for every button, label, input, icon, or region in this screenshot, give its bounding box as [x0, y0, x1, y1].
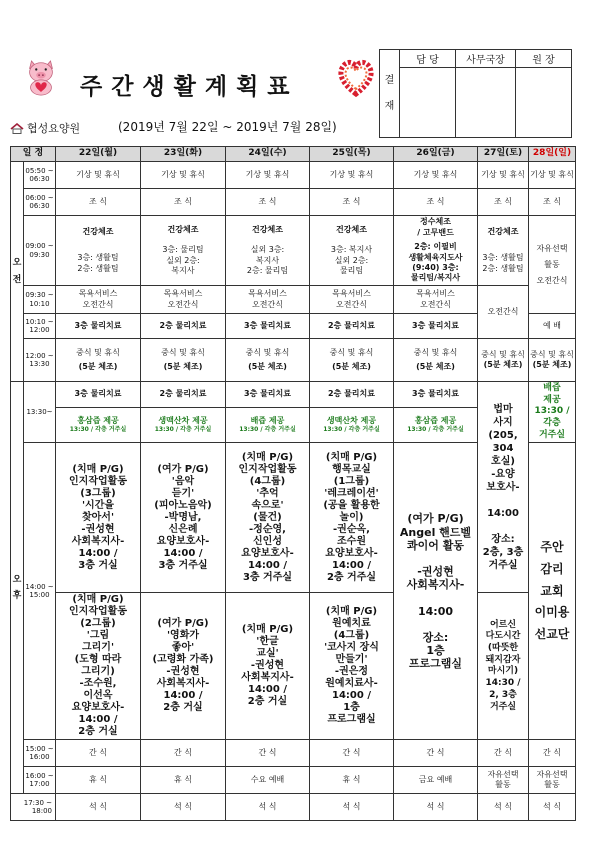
cell-drink: 생맥산차 제공 13:30 / 각층 거주실: [310, 407, 394, 443]
cell-breakfast: 조 식: [529, 189, 576, 216]
cell-rest: 기상 및 휴식: [529, 162, 576, 189]
header-day-thu: 25일(목): [310, 147, 394, 162]
cell-drink: 홍삼즙 제공 13:30 / 각층 거주실: [56, 407, 141, 443]
org-name: [10, 120, 80, 136]
page-title: 주간생활계획표: [80, 74, 299, 100]
cell-lunch: 중식 및 휴식 (5분 체조): [56, 339, 141, 382]
cell-lunch: 중식 및 휴식 (5분 체조): [226, 339, 310, 382]
cell-dinner: 석 식: [478, 794, 529, 821]
cell-rest: 기상 및 휴식: [478, 162, 529, 189]
time-cell: 10:10 ~ 12:00: [24, 314, 56, 339]
cell-lunch: 중식 및 휴식 (5분 체조): [394, 339, 478, 382]
org-label: 협성요양원: [27, 122, 81, 135]
house-icon: [10, 123, 24, 134]
row-1500: [11, 740, 576, 767]
time-cell: 09:30 ~ 10:10: [24, 286, 56, 314]
cell-wed-pm2: (치매 P/G) '한글 교실' -권성현 사회복지사- 14:00 / 2층 거실: [226, 593, 310, 740]
cell-rest: 기상 및 휴식: [56, 162, 141, 189]
row-0550: [11, 162, 576, 189]
cell-sun-drink: 배즙 제공 13:30 / 각층 거주실: [529, 382, 576, 443]
cell-thu-pm2: (치매 P/G) 원예치료 (4그룹) '코사지 장식 만들기' -권은정 원예치료사- 14:00 / 1층 프로그램실: [310, 593, 394, 740]
heart-wreath-icon: [336, 56, 376, 98]
cell-pt: 3층 물리치료: [226, 314, 310, 339]
title-area: [10, 50, 380, 140]
cell-breakfast: 조 식: [394, 189, 478, 216]
cell-pt: 2층 물리치료: [141, 382, 226, 408]
row-0600: [11, 189, 576, 216]
cell-breakfast: 조 식: [226, 189, 310, 216]
row-1330-pt: [11, 382, 576, 408]
time-cell: 13:30~: [24, 382, 56, 443]
cell-snack: 간 식: [478, 740, 529, 767]
cell-tue-pm2: (여가 P/G) '영화가 좋아' (고령화 가족) -권성현 사회복지사- 14:00 / 2층 거실: [141, 593, 226, 740]
cell-sun-pm: 주안 감리 교회 이미용 선교단: [529, 443, 576, 740]
cell-tue-pm1: (여가 P/G) '음악 듣기' (피아노음악) -박명남, 신은례 요양보호사- 14:00 / 3층 거주실: [141, 443, 226, 593]
cell-pt: 3층 물리치료: [56, 314, 141, 339]
approval-sign-manager: [456, 68, 516, 138]
header-day-wed: 24일(수): [226, 147, 310, 162]
cell-fri-pm: (여가 P/G) Angel 핸드벨 콰이어 활동 -권성현 사회복지사- 14:00 장소: 1층 프로그램실: [394, 443, 478, 740]
cell-bath: 목욕서비스 오전간식: [310, 286, 394, 314]
header-day-sun: 28일(일): [529, 147, 576, 162]
time-cell: 05:50 ~ 06:30: [24, 162, 56, 189]
cell-sun-free: 자유선택 활동 오전간식: [529, 216, 576, 314]
cell-pt: 2층 물리치료: [310, 314, 394, 339]
row-1600: [11, 767, 576, 794]
time-cell: 16:00 ~ 17:00: [24, 767, 56, 794]
cell-lunch: 중식 및 휴식 (5분 체조): [529, 339, 576, 382]
period-am: 오 전: [11, 162, 24, 382]
header-period: 일 정: [11, 147, 56, 162]
cell-rest: 기상 및 휴식: [141, 162, 226, 189]
cell-mon-pm1: (치매 P/G) 인지작업활동 (3그룹) '시간을 찾아서' -권성현 사회복지사- 14:00 / 3층 거실: [56, 443, 141, 593]
cell-dinner: 석 식: [529, 794, 576, 821]
row-1200: [11, 339, 576, 382]
cell-snack: 간 식: [141, 740, 226, 767]
cell-dinner: 석 식: [56, 794, 141, 821]
cell-free: 자유선택 활동: [478, 767, 529, 794]
cell-snack: 간 식: [56, 740, 141, 767]
cell-lunch: 중식 및 휴식 (5분 체조): [141, 339, 226, 382]
cell-drink: 배즙 제공 13:30 / 각층 거주실: [226, 407, 310, 443]
cell-mon-am: 건강체조 3층: 생활팀 2층: 생활팀: [56, 216, 141, 286]
cell-lunch: 중식 및 휴식 (5분 체조): [478, 339, 529, 382]
cell-sat-snack: 오전간식: [478, 286, 529, 339]
cell-pt: 2층 물리치료: [310, 382, 394, 408]
approval-header-manager: 사무국장: [456, 50, 516, 68]
approval-sign-staff: [400, 68, 456, 138]
schedule-table: [10, 146, 576, 821]
cell-rest-pm: 휴 식: [141, 767, 226, 794]
cell-snack: 간 식: [529, 740, 576, 767]
period-pm: 오 후: [11, 382, 24, 794]
cell-rest-pm: 휴 식: [56, 767, 141, 794]
cell-wed-pm1: (치매 P/G) 인지작업활동 (4그룹) '추억 속으로' (물건) -정순영, 신인성 요양보호사- 14:00 / 3층 거주실: [226, 443, 310, 593]
header-day-sat: 27일(토): [478, 147, 529, 162]
cell-pt: 2층 물리치료: [141, 314, 226, 339]
cell-wed-am: 건강체조 실외 3층: 복지사 2층: 물리팀: [226, 216, 310, 286]
date-range: (2019년 7월 22일 ~ 2019년 7월 28일): [118, 120, 337, 134]
approval-header-director: 원 장: [516, 50, 572, 68]
time-cell: 12:00 ~ 13:30: [24, 339, 56, 382]
cell-drink: 홍삼즙 제공 13:30 / 각층 거주실: [394, 407, 478, 443]
row-1730: [11, 794, 576, 821]
cell-mon-pm2: (치매 P/G) 인지작업활동 (2그룹) '그림 그리기' (도형 따라 그리기) -조수원, 이선옥 요양보호사- 14:00 / 2층 거실: [56, 593, 141, 740]
cell-snack: 간 식: [394, 740, 478, 767]
cell-bath: 목욕서비스 오전간식: [141, 286, 226, 314]
cell-free: 자유선택 활동: [529, 767, 576, 794]
cell-tue-am: 건강체조 3층: 물리팀 실외 2층: 복지사: [141, 216, 226, 286]
cell-breakfast: 조 식: [310, 189, 394, 216]
cell-breakfast: 조 식: [478, 189, 529, 216]
cell-sat-pm1: 법마 사지 (205, 304 호실) -요양 보호사- 14:00 장소: 2층, 3층 거주실: [478, 382, 529, 593]
header-day-mon: 22일(월): [56, 147, 141, 162]
row-1400-b: [11, 593, 576, 740]
time-cell: 14:00 ~ 15:00: [24, 443, 56, 740]
cell-dinner: 석 식: [310, 794, 394, 821]
cell-fri-am: 정수체조 / 고무밴드 2층: 이필비 생활체육지도사 (9:40) 3층: 물리팀/복지사: [394, 216, 478, 286]
cell-breakfast: 조 식: [141, 189, 226, 216]
header-day-fri: 26일(금): [394, 147, 478, 162]
cell-snack: 간 식: [310, 740, 394, 767]
cell-breakfast: 조 식: [56, 189, 141, 216]
cell-lunch: 중식 및 휴식 (5분 체조): [310, 339, 394, 382]
time-cell: 06:00 ~ 06:30: [24, 189, 56, 216]
row-0930: [11, 286, 576, 314]
cell-drink: 생맥산차 제공 13:30 / 각층 거주실: [141, 407, 226, 443]
row-0900: [11, 216, 576, 286]
cell-rest: 기상 및 휴식: [226, 162, 310, 189]
cell-pt: 3층 물리치료: [226, 382, 310, 408]
cell-worship: 예 배: [529, 314, 576, 339]
cell-pt: 3층 물리치료: [394, 314, 478, 339]
cell-pt: 3층 물리치료: [394, 382, 478, 408]
cell-pt: 3층 물리치료: [56, 382, 141, 408]
header-row: [11, 147, 576, 162]
approval-header-staff: 담 당: [400, 50, 456, 68]
approval-sign-director: [516, 68, 572, 138]
cell-rest: 기상 및 휴식: [394, 162, 478, 189]
approval-side-label: 결 재: [380, 50, 400, 138]
cell-sat-pm2: 어르신 다도시간 (따뜻한 돼지감자 마시기) 14:30 / 2, 3층 거주실: [478, 593, 529, 740]
time-cell: 17:30 ~ 18:00: [11, 794, 56, 821]
header-day-tue: 23일(화): [141, 147, 226, 162]
cell-fri-worship: 금요 예배: [394, 767, 478, 794]
cell-rest: 기상 및 휴식: [310, 162, 394, 189]
cell-rest-pm: 휴 식: [310, 767, 394, 794]
approval-box: [379, 49, 572, 138]
cell-dinner: 석 식: [141, 794, 226, 821]
cell-dinner: 석 식: [226, 794, 310, 821]
time-cell: 15:00 ~ 16:00: [24, 740, 56, 767]
pig-mascot-icon: [22, 58, 60, 98]
cell-bath: 목욕서비스 오전간식: [226, 286, 310, 314]
cell-bath: 목욕서비스 오전간식: [56, 286, 141, 314]
cell-bath: 목욕서비스 오전간식: [394, 286, 478, 314]
time-cell: 09:00 ~ 09:30: [24, 216, 56, 286]
cell-thu-am: 건강체조 3층: 복지사 실외 2층: 물리팀: [310, 216, 394, 286]
cell-sat-am: 건강체조 3층: 생활팀 2층: 생활팀: [478, 216, 529, 286]
cell-snack: 간 식: [226, 740, 310, 767]
cell-dinner: 석 식: [394, 794, 478, 821]
cell-wed-worship: 수요 예배: [226, 767, 310, 794]
cell-thu-pm1: (치매 P/G) 행목교실 (1그룹) '레크레이션' (공을 활용한 놀이) -권순옥, 조수원 요양보호사- 14:00 / 2층 거주실: [310, 443, 394, 593]
